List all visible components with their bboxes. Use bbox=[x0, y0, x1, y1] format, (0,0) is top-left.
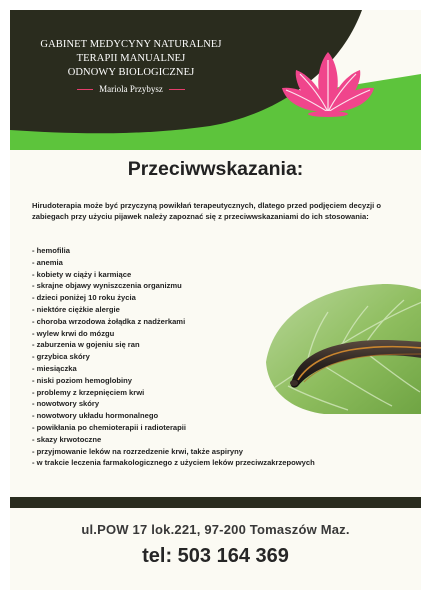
leech-on-leaf-image bbox=[264, 282, 421, 414]
intro-paragraph: Hirudoterapia może być przyczyną powikłań terapeutycznych, dlatego przed podjęciem decyzji o zabiegach przy użyciu pijawek należy zapoznać się z przeciwwskazaniami do ich stosowania: bbox=[32, 200, 381, 221]
list-item: - anemia bbox=[32, 257, 63, 267]
list-item: - skrajne objawy wyniszczenia organizmu bbox=[32, 281, 182, 291]
list-item: - niski poziom hemoglobiny bbox=[32, 375, 132, 385]
flyer-page bbox=[10, 10, 421, 590]
list-item: - zaburzenia w gojeniu się ran bbox=[32, 340, 140, 350]
clinic-name-line-2: TERAPII MANUALNEJ bbox=[76, 53, 186, 64]
list-item: - wylew krwi do mózgu bbox=[32, 328, 115, 338]
list-item: - kobiety w ciąży i karmiące bbox=[32, 269, 132, 279]
owner-row bbox=[20, 84, 242, 94]
list-item: - dzieci poniżej 10 roku życia bbox=[32, 293, 136, 303]
owner-name: Mariola Przybysz bbox=[99, 84, 163, 94]
clinic-name-block bbox=[20, 38, 242, 94]
list-item: - miesiączka bbox=[32, 363, 77, 373]
list-item: - niektóre ciężkie alergie bbox=[32, 304, 120, 314]
footer-divider bbox=[10, 497, 421, 508]
list-item: - w trakcie leczenia farmakologicznego z użyciem leków przeciwzakrzepowych bbox=[32, 458, 315, 468]
page-title: Przeciwwskazania: bbox=[127, 158, 304, 180]
owner-left-dash bbox=[77, 89, 93, 90]
list-item: - choroba wrzodowa żołądka z nadżerkami bbox=[32, 316, 186, 326]
list-item: - grzybica skóry bbox=[32, 352, 90, 362]
phone-number: tel: 503 164 369 bbox=[142, 545, 289, 567]
owner-right-dash bbox=[169, 89, 185, 90]
list-item: - powikłania po chemioterapii i radioterapii bbox=[32, 422, 187, 432]
list-item: - problemy z krzepnięciem krwi bbox=[32, 387, 145, 397]
clinic-name-line-3: ODNOWY BIOLOGICZNEJ bbox=[67, 67, 195, 78]
list-item: - skazy krwotoczne bbox=[32, 434, 102, 444]
address-text: ul.POW 17 lok.221, 97-200 Tomaszów Maz. bbox=[81, 522, 350, 537]
list-item: - przyjmowanie leków na rozrzedzenie krwi, także aspiryny bbox=[32, 446, 244, 456]
list-item: - hemofilia bbox=[32, 246, 70, 255]
clinic-name-line-1: GABINET MEDYCYNY NATURALNEJ bbox=[40, 39, 222, 50]
list-item: - nowotwory skóry bbox=[32, 399, 100, 409]
list-item: - nowotwory układu hormonalnego bbox=[32, 411, 159, 421]
lotus-icon bbox=[282, 50, 374, 122]
